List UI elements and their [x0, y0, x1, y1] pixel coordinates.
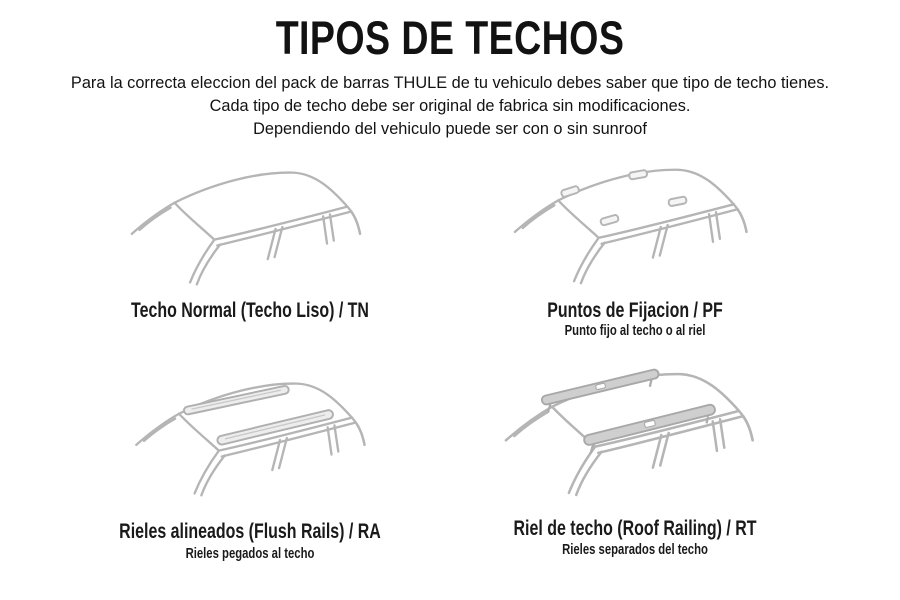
label-puntos-fijacion: Puntos de Fijacion / PF — [547, 299, 723, 322]
intro-text — [18, 71, 882, 140]
page-title: TIPOS DE TECHOS — [275, 11, 625, 64]
roof-flush-rails-illustration — [112, 371, 417, 507]
label-techo-normal: Techo Normal (Techo Liso) / TN — [131, 299, 369, 322]
intro-line-2: Cada tipo de techo debe ser original de fabrica sin modificaciones. — [209, 96, 691, 115]
roof-normal-illustration — [105, 160, 415, 296]
sublabel-rieles-alineados: Rieles pegados al techo — [185, 546, 315, 562]
roof-railing-illustration — [487, 360, 802, 508]
roof-fixpoints-illustration — [490, 157, 800, 295]
label-riel-de-techo: Riel de techo (Roof Railing) / RT — [513, 517, 757, 540]
sublabel-riel-de-techo: Rieles separados del techo — [562, 542, 708, 558]
intro-line-3: Dependiendo del vehiculo puede ser con o sin sunroof — [253, 119, 647, 138]
sublabel-puntos-fijacion: Punto fijo al techo o al riel — [564, 323, 706, 339]
label-rieles-alineados: Rieles alineados (Flush Rails) / RA — [119, 520, 381, 543]
intro-line-1: Para la correcta eleccion del pack de barras THULE de tu vehiculo debes saber que tipo de techo tienes. — [70, 73, 830, 92]
